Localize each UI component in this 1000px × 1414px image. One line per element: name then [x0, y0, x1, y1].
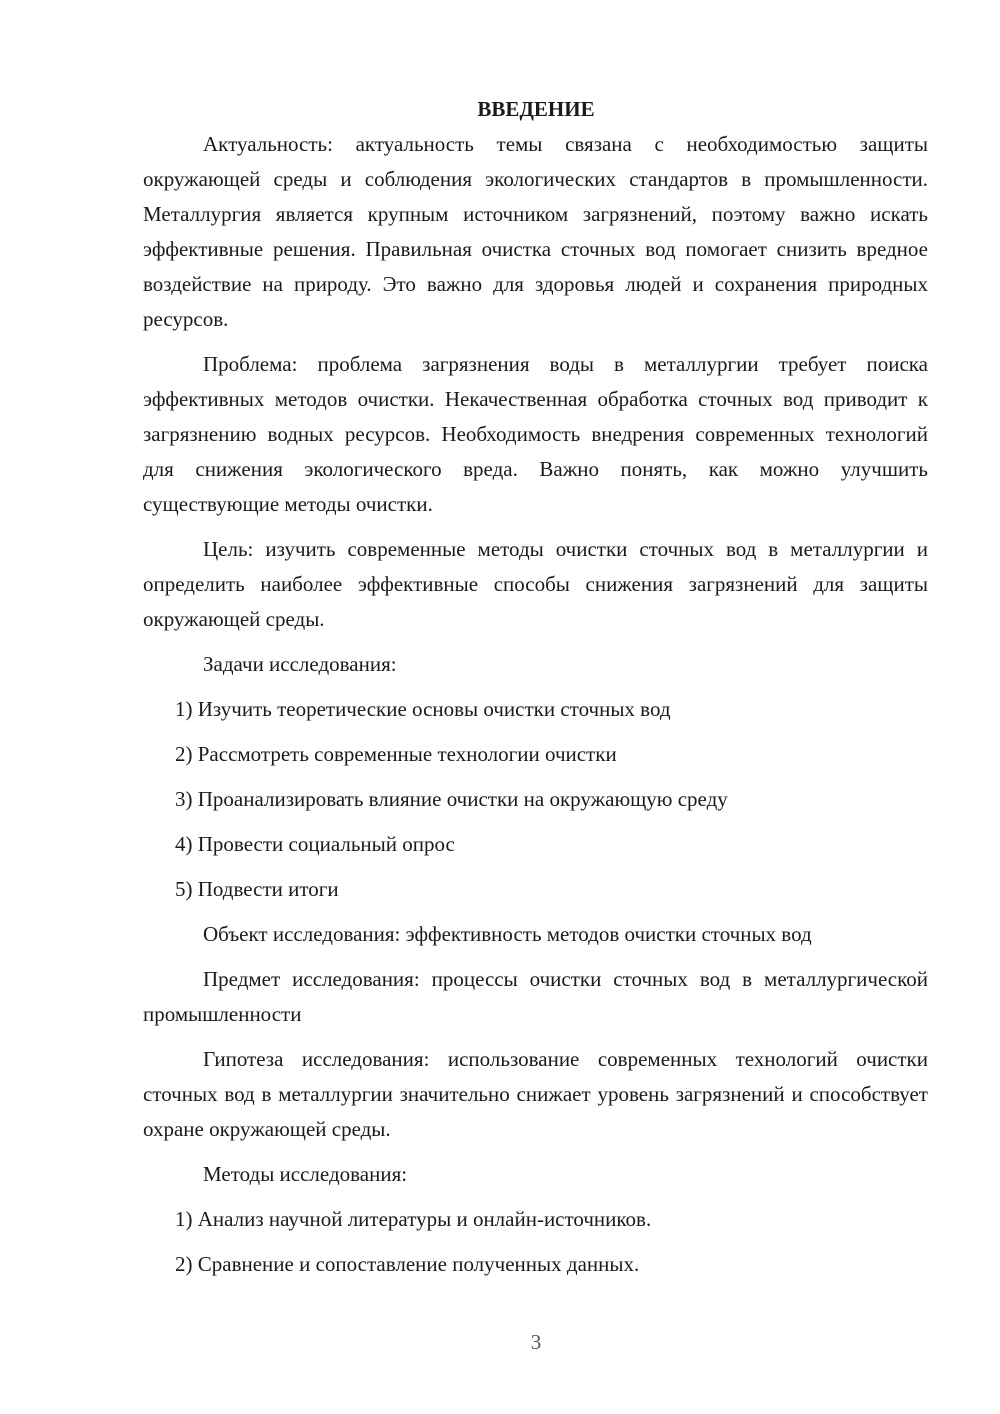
- task-item: 5) Подвести итоги: [175, 877, 339, 901]
- tasks-label: Задачи исследования:: [203, 652, 397, 676]
- task-item: 4) Провести социальный опрос: [175, 832, 455, 856]
- problem-paragraph: Проблема: проблема загрязнения воды в металлургии требует поиска эффективных методов очистки. Некачественная обработка сточных вод приводит к загрязнению водных ресурсов. Необходимость внедрения современных технологий для снижения экологического вреда. Важно понять, как можно улучшить существующие методы очистки.: [143, 352, 928, 516]
- relevance-paragraph: Актуальность: актуальность темы связана с необходимостью защиты окружающей среды и соблюдения экологических стандартов в промышленности. Металлургия является крупным источником загрязнений, поэтому важно искать эффективные решения. Правильная очистка сточных вод помогает снизить вредное воздействие на природу. Это важно для здоровья людей и сохранения природных ресурсов.: [143, 132, 928, 331]
- method-item: 1) Анализ научной литературы и онлайн-источников.: [175, 1207, 652, 1231]
- task-item: 2) Рассмотреть современные технологии очистки: [175, 742, 617, 766]
- object-paragraph: Объект исследования: эффективность методов очистки сточных вод: [203, 922, 812, 946]
- goal-paragraph: Цель: изучить современные методы очистки сточных вод в металлургии и определить наиболее эффективные способы снижения загрязнений для защиты окружающей среды.: [143, 537, 928, 631]
- page-number: 3: [530, 1330, 542, 1354]
- methods-label: Методы исследования:: [203, 1162, 408, 1186]
- hypothesis-paragraph: Гипотеза исследования: использование современных технологий очистки сточных вод в металлургии значительно снижает уровень загрязнений и способствует охране окружающей среды.: [143, 1047, 928, 1141]
- task-item: 3) Проанализировать влияние очистки на окружающую среду: [175, 787, 728, 811]
- task-item: 1) Изучить теоретические основы очистки сточных вод: [175, 697, 671, 721]
- page-title: ВВЕДЕНИЕ: [477, 97, 595, 121]
- subject-paragraph: Предмет исследования: процессы очистки сточных вод в металлургической промышленности: [143, 967, 928, 1026]
- method-item: 2) Сравнение и сопоставление полученных данных.: [175, 1252, 640, 1276]
- document-page: [143, 92, 928, 1292]
